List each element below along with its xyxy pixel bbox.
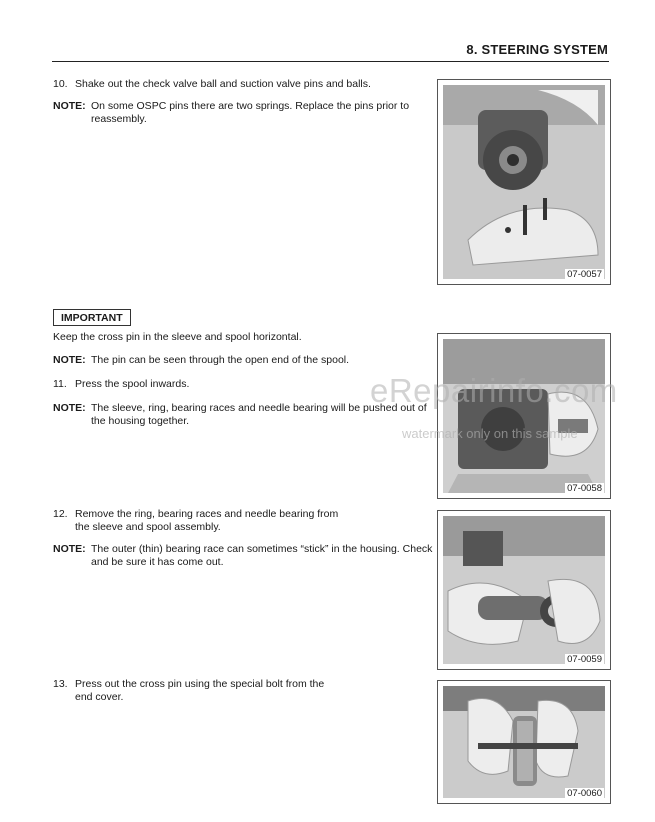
step-12 <box>53 508 433 534</box>
important-label: IMPORTANT <box>53 309 131 326</box>
step-number: 13. <box>53 678 68 690</box>
step-text <box>75 678 324 704</box>
figure-label: 07-0059 <box>567 654 602 665</box>
note-text: The sleeve, ring, bearing races and needle bearing will be pushed out of the housing together. <box>91 402 427 427</box>
photo-hands-holding-pins-icon <box>438 80 610 284</box>
figure-07-0057 <box>437 79 611 285</box>
note-label: NOTE: <box>53 100 86 112</box>
note-label: NOTE: <box>53 354 86 366</box>
figure-label: 07-0058 <box>567 483 602 494</box>
note-text: On some OSPC pins there are two springs. Replace the pins prior to reassembly. <box>91 100 410 125</box>
note-label: NOTE: <box>53 402 86 414</box>
step-text-line-2: end cover. <box>75 691 124 703</box>
step-13 <box>53 678 433 704</box>
note-ospc-pins <box>53 100 431 126</box>
figure-label: 07-0060 <box>567 788 602 799</box>
figure-07-0059 <box>437 510 611 670</box>
step-10 <box>53 78 431 91</box>
note-outer-race <box>53 543 433 569</box>
note-pin-visible <box>53 354 431 367</box>
page-section-title: 8. STEERING SYSTEM <box>466 42 608 57</box>
step-number: 10. <box>53 78 68 90</box>
step-text-line-1: Press out the cross pin using the special bolt from the <box>75 678 325 690</box>
photo-pressing-spool-icon <box>438 334 610 498</box>
step-text-line-1: Remove the ring, bearing races and needle bearing from <box>75 508 339 520</box>
step-number: 11. <box>53 378 67 390</box>
step-text: Press the spool inwards. <box>75 378 190 390</box>
watermark-main: eRepairinfo.com <box>370 372 618 409</box>
step-text: Shake out the check valve ball and suction valve pins and balls. <box>75 78 371 90</box>
header-divider <box>52 61 609 62</box>
figure-label: 07-0057 <box>567 269 602 280</box>
watermark-sub: watermark only on this sample <box>402 426 578 441</box>
step-text-line-2: the sleeve and spool assembly. <box>75 521 221 533</box>
photo-removing-bearing-icon <box>438 511 610 669</box>
step-10-block <box>53 78 431 126</box>
figure-07-0060 <box>437 680 611 804</box>
note-label: NOTE: <box>53 543 86 555</box>
section-12-block <box>53 508 433 569</box>
figure-07-0058 <box>437 333 611 499</box>
section-13-block <box>53 678 433 704</box>
note-text: The outer (thin) bearing race can sometimes “stick” in the housing. Check and be sure it has come out. <box>91 543 433 568</box>
step-text <box>75 508 338 534</box>
note-text: The pin can be seen through the open end of the spool. <box>91 354 350 366</box>
photo-pressing-cross-pin-icon <box>438 681 610 803</box>
step-number: 12. <box>53 508 68 520</box>
important-text: Keep the cross pin in the sleeve and spool horizontal. <box>53 331 302 343</box>
